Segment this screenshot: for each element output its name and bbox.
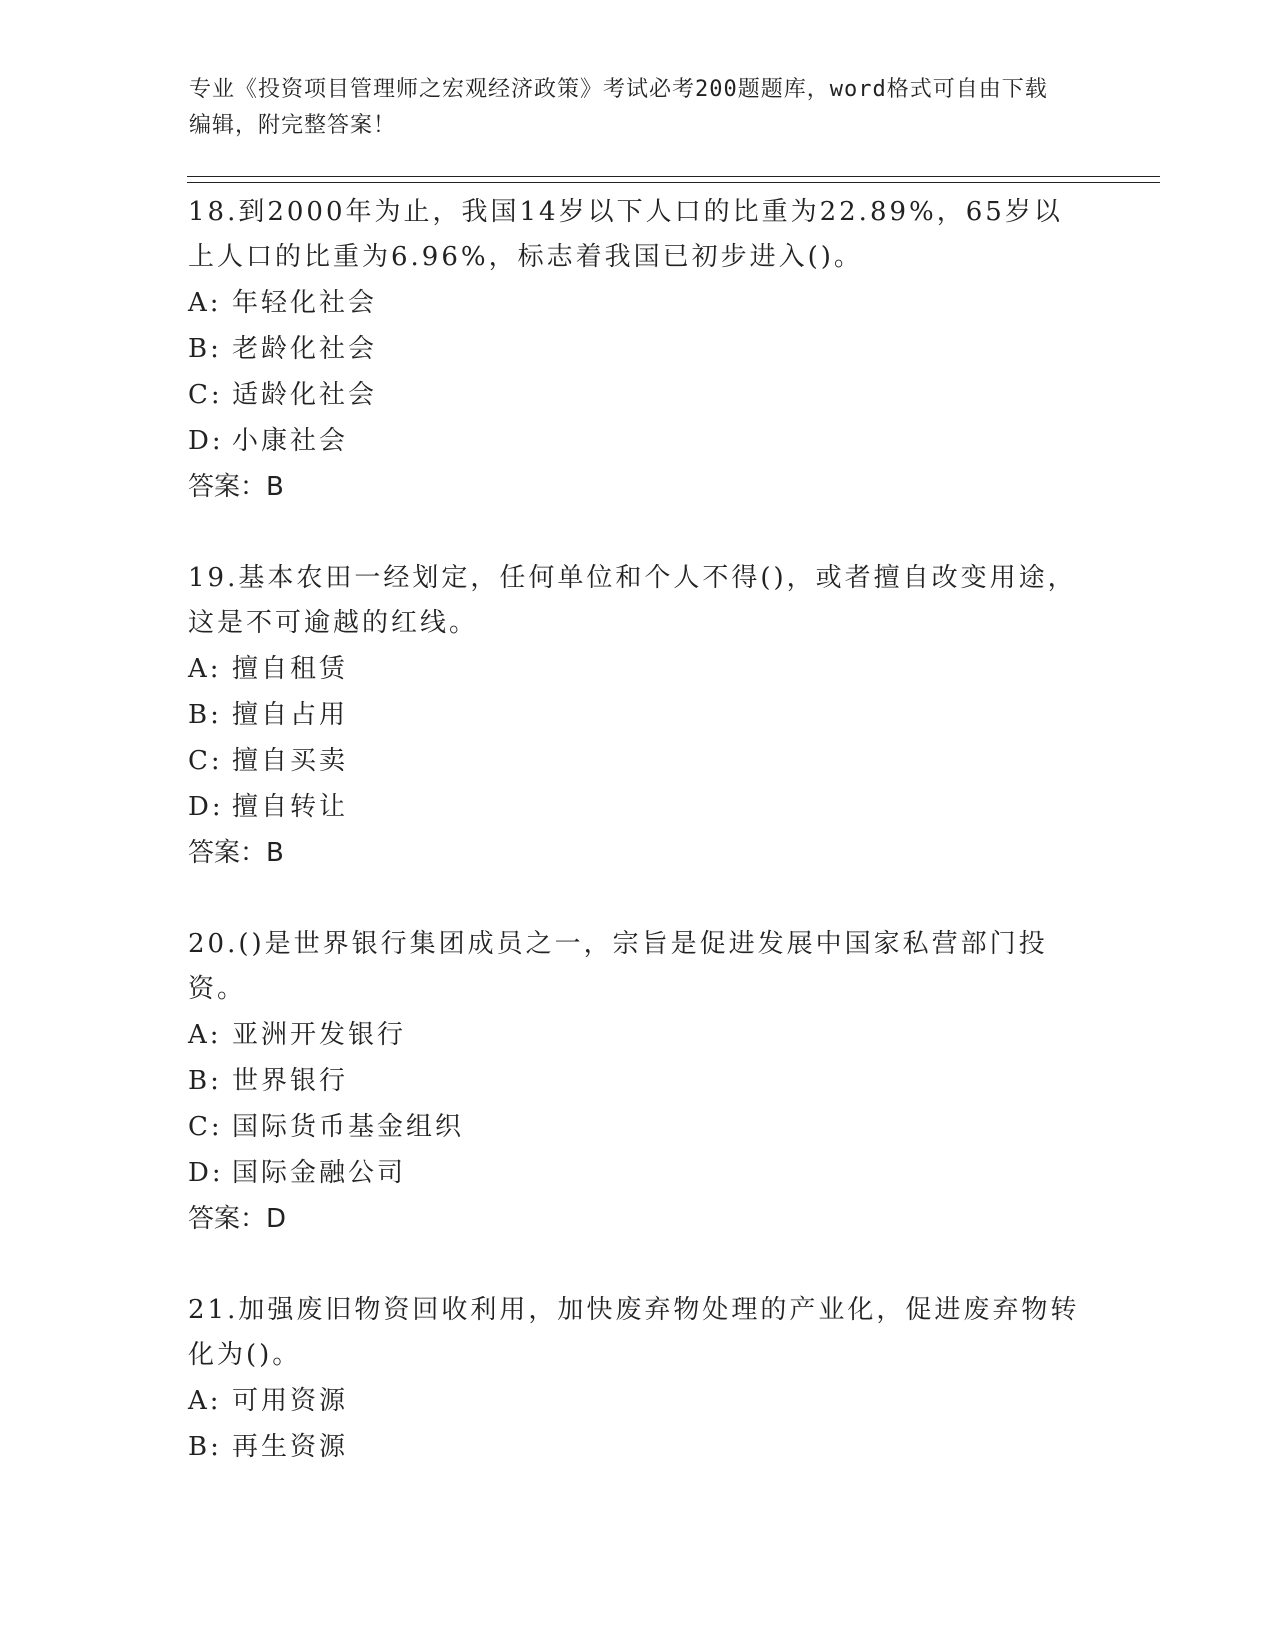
option-key: A:: [188, 654, 222, 684]
question-stem: 20.()是世界银行集团成员之一，宗旨是促进发展中国家私营部门投资。: [188, 929, 1048, 1004]
option-key: D:: [188, 426, 224, 456]
option-text: 国际货币基金组织: [232, 1112, 465, 1142]
option-a: [188, 280, 1088, 326]
option-key: D:: [188, 1158, 224, 1188]
option-b: [188, 326, 1088, 372]
question-20: [188, 922, 1088, 1242]
answer-line: [188, 1196, 1088, 1242]
option-a: [188, 646, 1088, 692]
answer-value: B: [266, 838, 284, 868]
option-key: D:: [188, 792, 224, 822]
option-key: C:: [188, 380, 223, 410]
question-stem: 18.到2000年为止，我国14岁以下人口的比重为22.89%，65岁以上人口的比重为6.96%，标志着我国已初步进入()。: [188, 197, 1063, 272]
option-text: 国际金融公司: [232, 1158, 407, 1188]
option-text: 擅自转让: [232, 792, 349, 822]
option-b: [188, 1424, 1088, 1470]
option-text: 年轻化社会: [232, 288, 378, 318]
option-key: A:: [188, 1020, 222, 1050]
option-b: [188, 692, 1088, 738]
option-d: [188, 784, 1088, 830]
header-divider-top: [187, 176, 1160, 177]
question-21: [188, 1288, 1088, 1470]
answer-value: B: [266, 472, 284, 502]
option-text: 亚洲开发银行: [232, 1020, 407, 1050]
question-stem: 21.加强废旧物资回收利用，加快废弃物处理的产业化，促进废弃物转化为()。: [188, 1295, 1080, 1370]
option-key: B:: [188, 334, 222, 364]
option-a: [188, 1012, 1088, 1058]
option-text: 再生资源: [232, 1432, 349, 1462]
answer-label: 答案：: [188, 838, 267, 868]
option-c: [188, 372, 1088, 418]
question-18: [188, 190, 1088, 510]
option-text: 小康社会: [232, 426, 349, 456]
option-c: [188, 738, 1088, 784]
answer-label: 答案：: [188, 1204, 267, 1234]
header-divider-bottom: [187, 182, 1160, 183]
option-text: 擅自占用: [232, 700, 349, 730]
document-header: 专业《投资项目管理师之宏观经济政策》考试必考200题题库，word格式可自由下载编辑，附完整答案！: [189, 77, 1048, 138]
option-text: 世界银行: [232, 1066, 349, 1096]
answer-label: 答案：: [188, 472, 267, 502]
option-key: B:: [188, 700, 222, 730]
option-key: C:: [188, 746, 223, 776]
option-key: B:: [188, 1432, 222, 1462]
option-key: B:: [188, 1066, 222, 1096]
option-text: 适龄化社会: [232, 380, 378, 410]
question-19: [188, 556, 1088, 876]
option-key: C:: [188, 1112, 223, 1142]
option-text: 老龄化社会: [232, 334, 378, 364]
answer-line: [188, 464, 1088, 510]
answer-line: [188, 830, 1088, 876]
answer-value: D: [266, 1204, 287, 1234]
option-key: A:: [188, 288, 222, 318]
question-list: [188, 190, 1088, 1516]
option-d: [188, 1150, 1088, 1196]
option-text: 擅自买卖: [232, 746, 349, 776]
option-b: [188, 1058, 1088, 1104]
option-key: A:: [188, 1386, 222, 1416]
option-c: [188, 1104, 1088, 1150]
option-text: 可用资源: [232, 1386, 349, 1416]
option-d: [188, 418, 1088, 464]
question-stem: 19.基本农田一经划定，任何单位和个人不得()，或者擅自改变用途，这是不可逾越的红线。: [188, 563, 1077, 638]
option-text: 擅自租赁: [232, 654, 349, 684]
option-a: [188, 1378, 1088, 1424]
